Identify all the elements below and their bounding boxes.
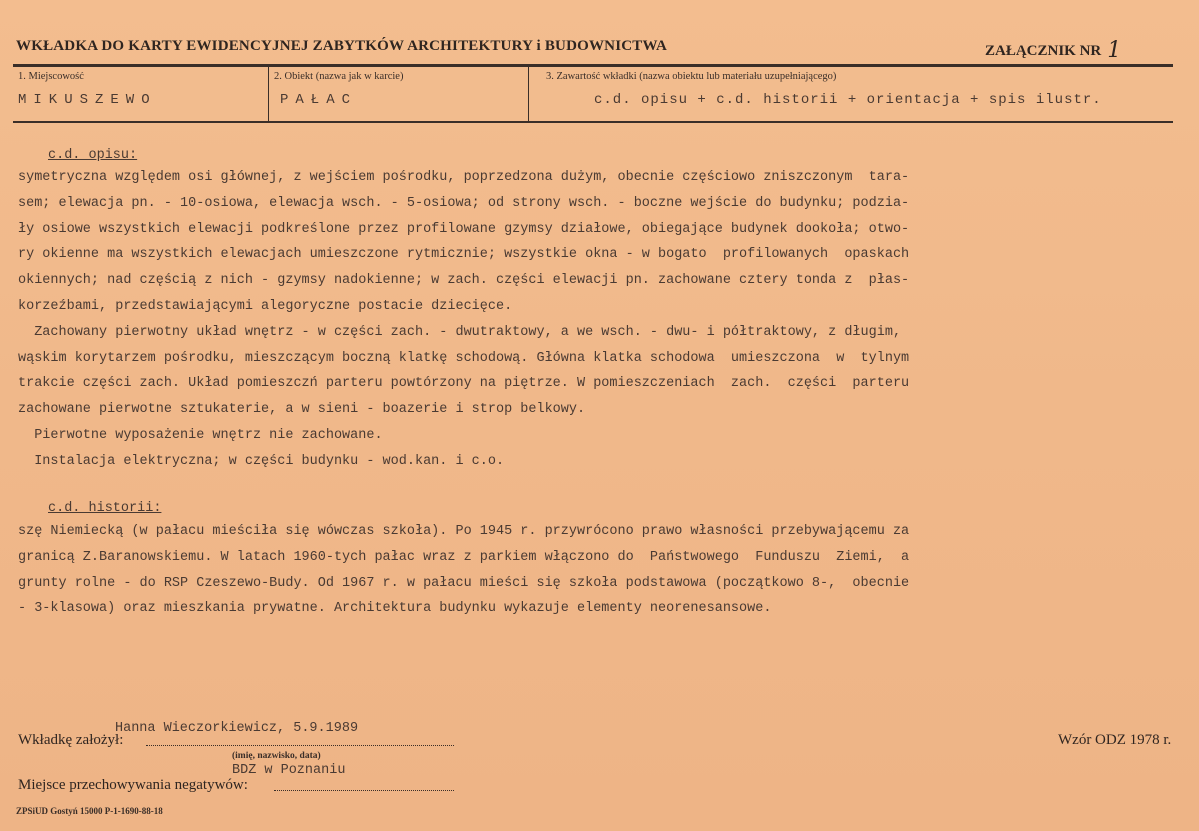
history-line: granicą Z.Baranowskiemu. W latach 1960-tych pałac wraz z parkiem włączono do Państwowego Funduszu Ziemi, a xyxy=(18,549,910,565)
description-line: trakcie części zach. Układ pomieszczń parteru powtórzony na piętrze. W pomieszczeniach zach. części parteru xyxy=(18,376,910,392)
description-heading: c.d. opisu: xyxy=(48,148,138,163)
storage-value: BDZ w Poznaniu xyxy=(232,763,346,778)
founded-label: Wkładkę założył: xyxy=(18,732,124,748)
field-divider-2 xyxy=(528,66,529,122)
description-line: symetryczna względem osi głównej, z wejściem pośrodku, poprzedzona dużym, obecnie częściowo zniszczonym tara- xyxy=(18,170,910,185)
field-divider-1 xyxy=(268,66,269,122)
description-line: Pierwotne wyposażenie wnętrz nie zachowane. xyxy=(18,427,383,443)
history-line: grunty rolne - do RSP Czeszewo-Budy. Od 1967 r. w pałacu mieści się szkoła podstawowa (początkowo 8-, obecnie xyxy=(18,575,910,591)
history-text xyxy=(18,519,909,622)
header-rule-top xyxy=(13,64,1173,67)
annex-number xyxy=(985,36,1121,61)
storage-dotted-line xyxy=(274,790,454,791)
description-line: Instalacja elektryczna; w części budynku - wod.kan. i c.o. xyxy=(18,453,505,469)
description-line: sem; elewacja pn. - 10-osiowa, elewacja wsch. - 5-osiowa; od strony wsch. - boczne wejście do budynku; podzia- xyxy=(18,195,910,211)
description-text xyxy=(18,165,909,475)
template-label: Wzór ODZ 1978 r. xyxy=(1058,732,1172,748)
description-line: korzeźbami, przedstawiającymi alegoryczne postacie dziecięce. xyxy=(18,298,513,314)
storage-label: Miejsce przechowywania negatywów: xyxy=(18,777,248,793)
annex-number-value: 1 xyxy=(1107,38,1122,63)
card-title: WKŁADKA DO KARTY EWIDENCYJNEJ ZABYTKÓW ARCHITEKTURY i BUDOWNICTWA xyxy=(16,38,668,54)
annex-label: ZAŁĄCZNIK NR xyxy=(985,43,1102,59)
location-label: 1. Miejscowość xyxy=(18,71,84,82)
history-heading: c.d. historii: xyxy=(48,501,162,516)
description-line: Zachowany pierwotny układ wnętrz - w części zach. - dwutraktowy, a we wsch. - dwu- i półtraktowy, z długim, xyxy=(18,324,902,340)
print-code: ZPSiUD Gostyń 15000 P-1-1690-88-18 xyxy=(16,806,163,816)
founded-dotted-line xyxy=(146,745,454,746)
object-value: PAŁAC xyxy=(280,92,358,108)
header-rule-bottom xyxy=(13,121,1173,123)
founded-value: Hanna Wieczorkiewicz, 5.9.1989 xyxy=(115,721,359,736)
founded-note: (imię, nazwisko, data) xyxy=(232,751,321,761)
contents-label: 3. Zawartość wkładki (nazwa obiektu lub materiału uzupełniającego) xyxy=(546,71,837,82)
description-line: okiennych; nad częścią z nich - gzymsy nadokienne; w zach. części elewacji pn. zachowane cztery tonda z płas- xyxy=(18,273,910,289)
history-line: - 3-klasowa) oraz mieszkania prywatne. Architektura budynku wykazuje elementy neorenesansowe. xyxy=(18,601,772,617)
description-line: wąskim korytarzem pośrodku, mieszczącym boczną klatkę schodową. Główna klatka schodowa umieszczona w tylnym xyxy=(18,350,910,366)
description-line: ry okienne ma wszystkich elewacjach umieszczone rytmicznie; wszystkie okna - w bogato profilowanych opaskach xyxy=(18,247,910,263)
history-line: szę Niemiecką (w pałacu mieściła się wówczas szkoła). Po 1945 r. przywrócono prawo własności przebywającemu za xyxy=(18,524,910,539)
description-line: zachowane pierwotne sztukaterie, a w sieni - boazerie i strop belkowy. xyxy=(18,402,586,418)
contents-value: c.d. opisu + c.d. historii + orientacja + spis ilustr. xyxy=(594,92,1102,108)
description-line: ły osiowe wszystkich elewacji podkreślone przez profilowane gzymsy działowe, obiegające budynek dookoła; otwo- xyxy=(18,221,910,237)
location-value: MIKUSZEWO xyxy=(18,92,157,108)
object-label: 2. Obiekt (nazwa jak w karcie) xyxy=(274,71,404,82)
